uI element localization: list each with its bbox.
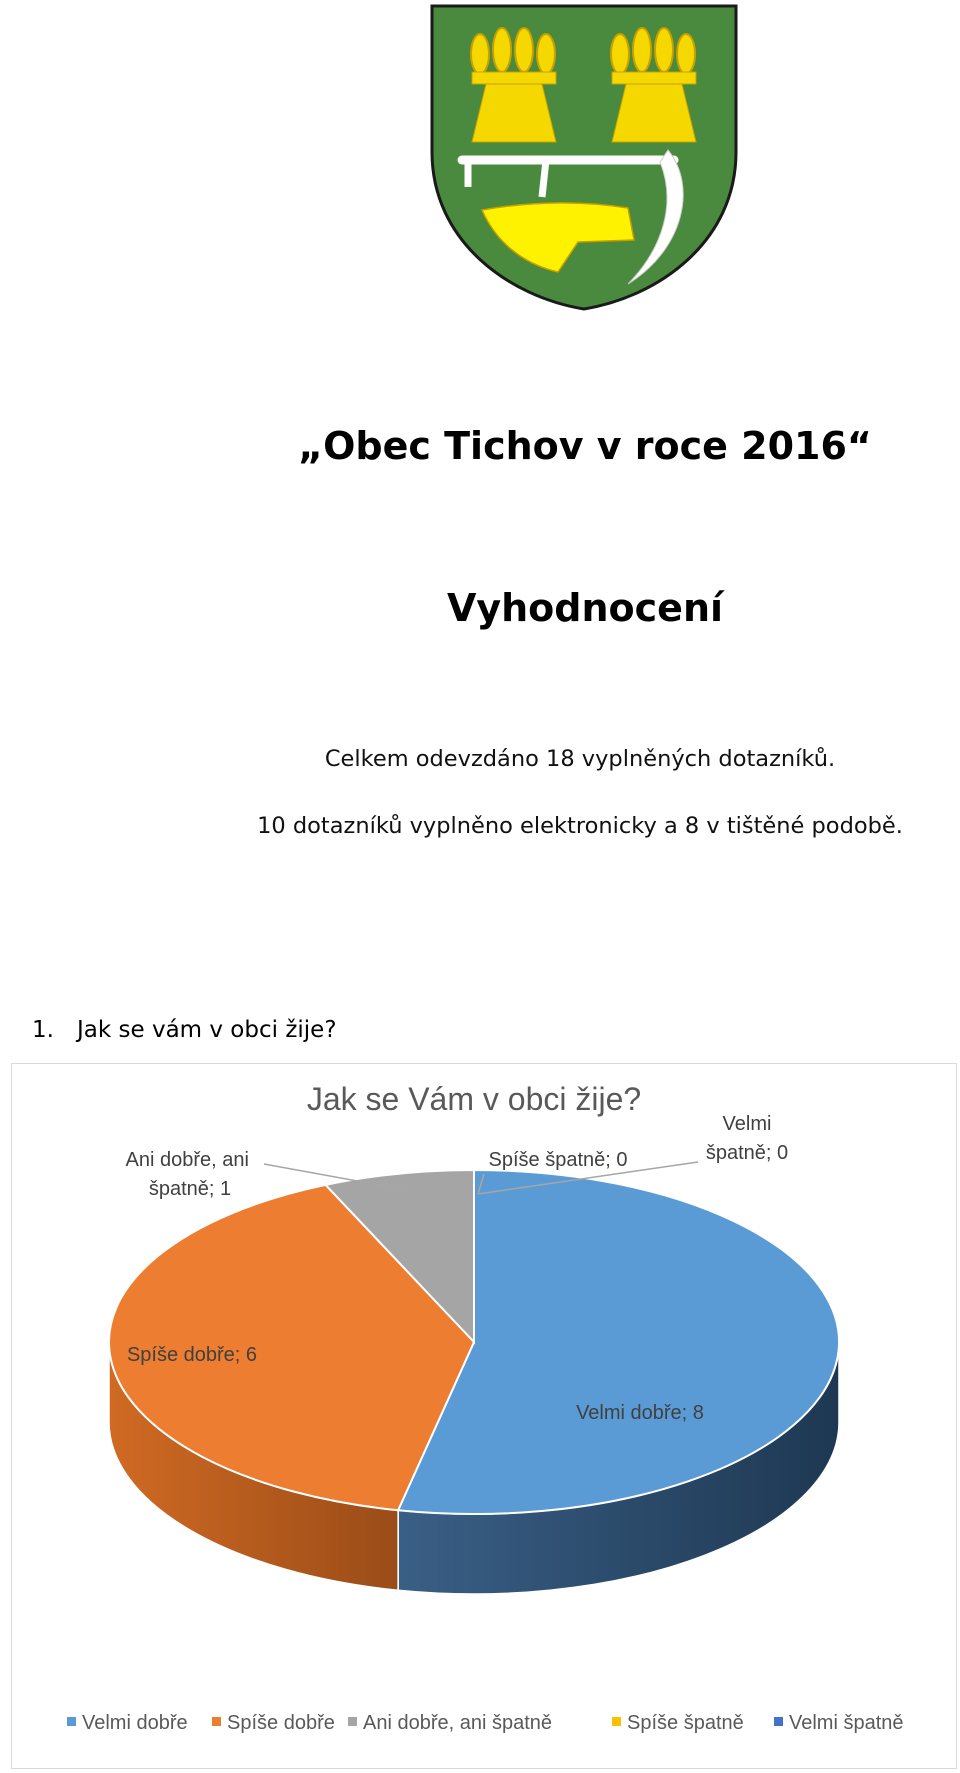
legend-item-3 <box>612 1712 744 1734</box>
legend-swatch-2 <box>348 1717 357 1726</box>
legend-label-1: Spíše dobře <box>227 1712 335 1734</box>
document-subtitle: Vyhodnocení <box>446 586 724 630</box>
question-text: Jak se vám v obci žije? <box>77 1017 337 1043</box>
legend-label-3: Spíše špatně <box>627 1712 744 1734</box>
legend-swatch-0 <box>67 1717 76 1726</box>
chart-legend <box>67 1712 904 1734</box>
pie-slices <box>109 1170 839 1594</box>
pie-chart <box>11 1063 957 1769</box>
document-title: „Obec Tichov v roce 2016“ <box>298 424 872 468</box>
legend-label-4: Velmi špatně <box>789 1712 904 1734</box>
legend-item-0 <box>67 1712 188 1734</box>
data-label-3: Spíše špatně; 0 <box>488 1149 628 1171</box>
legend-label-2: Ani dobře, ani špatně <box>363 1712 553 1734</box>
legend-item-2 <box>348 1712 552 1734</box>
pie-chart-canvas <box>12 1064 958 1770</box>
coat-of-arms-icon <box>428 2 740 312</box>
question-heading <box>32 1017 337 1043</box>
legend-label-0: Velmi dobře <box>82 1712 188 1734</box>
data-label-1: Spíše dobře; 6 <box>126 1344 258 1366</box>
legend-item-1 <box>212 1712 335 1734</box>
legend-swatch-4 <box>774 1717 783 1726</box>
legend-item-4 <box>774 1712 904 1734</box>
question-number: 1. <box>32 1017 54 1043</box>
data-label-2: Ani dobře, ani špatně; 1 <box>125 1149 255 1200</box>
summary-total: Celkem odevzdáno 18 vyplněných dotazníků. <box>324 746 836 772</box>
chart-title: Jak se Vám v obci žije? <box>306 1081 642 1117</box>
legend-swatch-1 <box>212 1717 221 1726</box>
legend-swatch-3 <box>612 1717 621 1726</box>
data-label-4: Velmi špatně; 0 <box>705 1113 789 1164</box>
data-label-0: Velmi dobře; 8 <box>576 1402 704 1424</box>
summary-breakdown: 10 dotazníků vyplněno elektronicky a 8 v tištěné podobě. <box>257 813 903 839</box>
